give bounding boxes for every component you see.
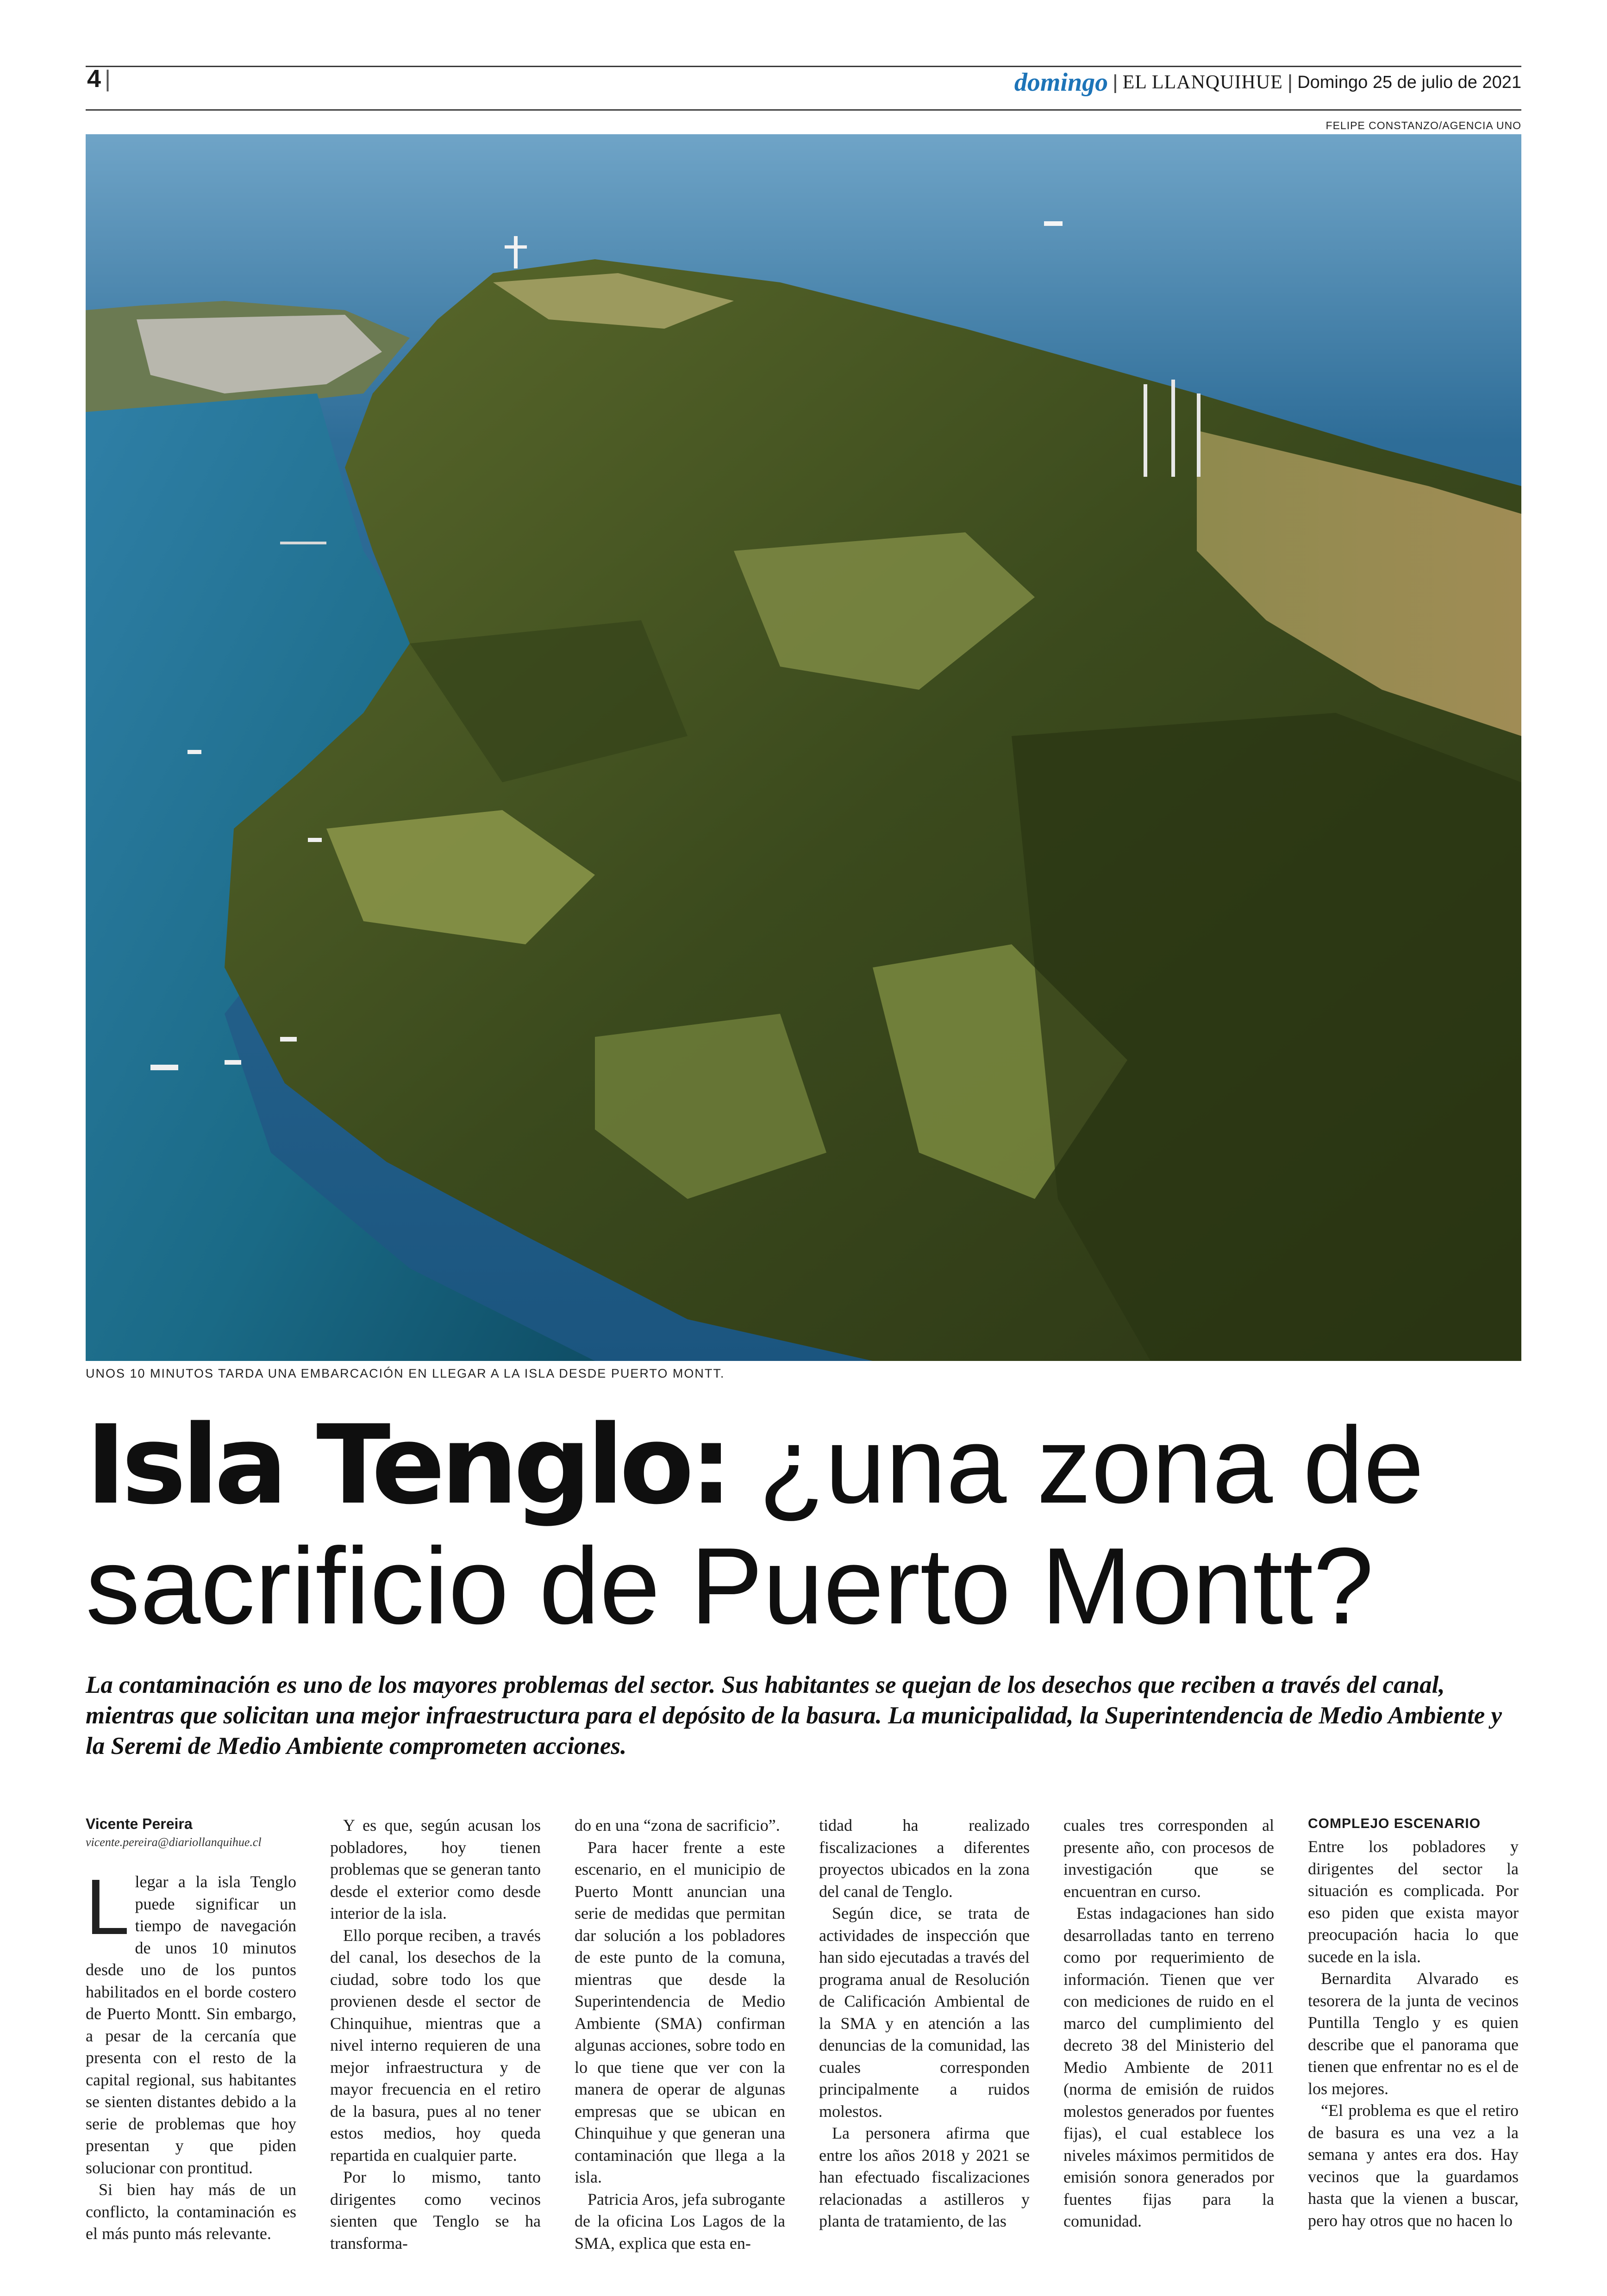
- page-number: 4: [87, 65, 101, 93]
- paragraph: Entre los pobladores y dirigentes del sector la situación es complicada. Por eso piden que exista mayor preocupación hacia lo que sucede en la isla.: [1308, 1837, 1519, 1966]
- header-rule-bottom: [86, 109, 1521, 111]
- paragraph: Bernardita Alvarado es tesorera de la junta de vecinos Puntilla Tenglo y es quien describe que el panorama que tienen que enfrentar no es el de los mejores.: [1308, 1969, 1519, 2098]
- article-column-1: [86, 1815, 296, 2245]
- paragraph: do en una “zona de sacrificio”.: [575, 1816, 780, 1834]
- headline-bold: Isla Tenglo:: [86, 1402, 729, 1529]
- article-subheadline: La contaminación es uno de los mayores problemas del sector. Sus habitantes se quejan de los desechos que reciben a través del canal, mientras que solicitan una mejor infraestructura para el depósito de la basura. La municipalidad, la Superintendencia de Medio Ambiente y la Seremi de Medio Ambiente comprometen acciones.: [86, 1672, 1502, 1759]
- masthead: [1014, 69, 1521, 96]
- masthead-separator: |: [1287, 71, 1293, 94]
- paragraph: Para hacer frente a este escenario, en el municipio de Puerto Montt anuncian una serie de medidas que permitan dar solución a los pobladores de este punto de la comuna, mientras que desde la Superintendencia de Medio Ambiente (SMA) confirman algunas acciones, sobre todo en lo que tiene que ver con la manera de operar de algunas empresas que se ubican en Chinquihue y que generan una contaminación que llega a la isla.: [575, 1838, 785, 2186]
- paragraph: Estas indagaciones han sido desarrolladas tanto en terreno como por requerimiento de información. Tienen que ver con mediciones de ruido en el marco del cumplimiento del decreto 38 del Ministerio del Medio Ambiente de 2011 (norma de emisión de ruidos molestos generados por fuentes fijas), el cual establece los niveles máximos permitidos de emisión sonora generados por fuentes fijas para la comunidad.: [1063, 1904, 1274, 2230]
- issue-date: Domingo 25 de julio de 2021: [1297, 72, 1521, 92]
- newspaper-name: EL LLANQUIHUE: [1122, 72, 1283, 93]
- article-column-3: [575, 1815, 785, 2254]
- article-column-6: [1308, 1815, 1519, 2232]
- article-column-2: [330, 1815, 541, 2254]
- section-subhead: COMPLEJO ESCENARIO: [1308, 1816, 1481, 1831]
- paragraph: Patricia Aros, jefa subrogante de la oficina Los Lagos de la SMA, explica que esta en-: [575, 2190, 785, 2252]
- photo-credit: FELIPE CONSTANZO/AGENCIA UNO: [1326, 119, 1521, 131]
- header-rule-top: [86, 66, 1521, 67]
- masthead-separator: |: [1113, 71, 1118, 94]
- paragraph: Según dice, se trata de actividades de inspección que han sido ejecutadas a través del programa anual de Resolución de Calificación Ambiental de la SMA y en atención a las denuncias de la comunidad, las cuales corresponden principalmente a ruidos molestos.: [819, 1904, 1030, 2121]
- dropcap: L: [86, 1863, 130, 1951]
- lead-paragraph: [86, 1863, 296, 2179]
- author-name: Vicente Pereira: [86, 1816, 193, 1832]
- lead-paragraph-text: legar a la isla Tenglo puede significar un tiempo de navegación de unos 10 minutos desde uno de los puntos habilitados en el borde costero de Puerto Montt. Sin embargo, a pesar de la cercanía que presenta con el resto de la capital regional, sus habitantes se sienten distantes debido a la serie de problemas que hoy presentan y que piden solucionar con prontitud.: [86, 1872, 296, 2177]
- paragraph: Y es que, según acusan los pobladores, hoy tienen problemas que se generan tanto desde el exterior como desde interior de la isla.: [330, 1816, 541, 1922]
- paragraph: cuales tres corresponden al presente año, con procesos de investigación que se encuentran en curso.: [1063, 1816, 1274, 1901]
- photo-caption: UNOS 10 MINUTOS TARDA UNA EMBARCACIÓN EN LLEGAR A LA ISLA DESDE PUERTO MONTT.: [86, 1366, 725, 1380]
- article-headline: [86, 1402, 1544, 1647]
- paragraph: Si bien hay más de un conflicto, la contaminación es el más punto más relevante.: [86, 2180, 296, 2243]
- article-column-5: [1063, 1815, 1274, 2233]
- author-email: vicente.pereira@diariollanquihue.cl: [86, 1835, 262, 1849]
- paragraph: tidad ha realizado fiscalizaciones a diferentes proyectos ubicados en la zona del canal de Tenglo.: [819, 1816, 1030, 1901]
- page-number-separator: |: [105, 66, 111, 92]
- section-brand: domingo: [1014, 68, 1108, 97]
- aerial-photo-isla-tenglo: [86, 134, 1521, 1361]
- headline-light: ¿una zona de sacrificio de Puerto Montt?: [86, 1404, 1424, 1647]
- paragraph: “El problema es que el retiro de basura es una vez a la semana y antes era dos. Hay vecinos que la guardamos hasta que la vienen a buscar, pero hay otros que no hacen lo: [1308, 2101, 1519, 2230]
- paragraph: La personera afirma que entre los años 2018 y 2021 se han efectuado fiscalizaciones relacionadas a astilleros y planta de tratamiento, de las: [819, 2124, 1030, 2230]
- article-column-4: [819, 1815, 1030, 2233]
- paragraph: Ello porque reciben, a través del canal, los desechos de la ciudad, sobre todo los que provienen desde el sector de Chinquihue, mientras que a nivel interno requieren de una mejor infraestructura y de mayor frecuencia en el retiro de la basura, pues al no tener estos medios, hoy queda repartida en cualquier parte.: [330, 1926, 541, 2165]
- paragraph: Por lo mismo, tanto dirigentes como vecinos sienten que Tenglo se ha transforma-: [330, 2168, 541, 2252]
